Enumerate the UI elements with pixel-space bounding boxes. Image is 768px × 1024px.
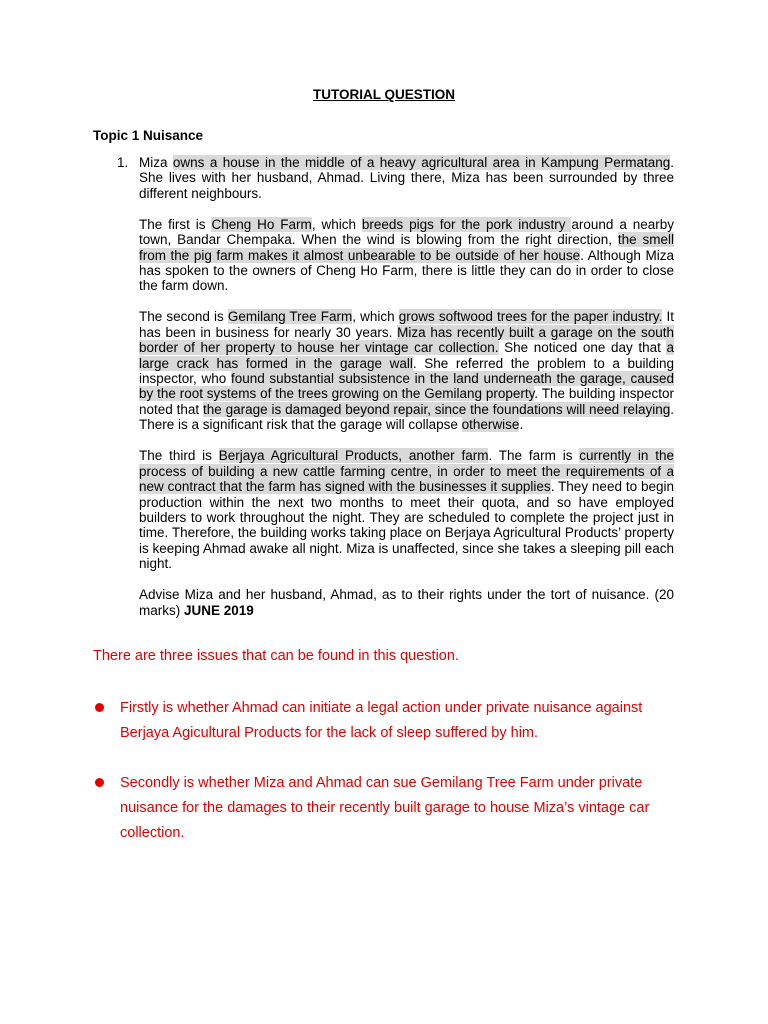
question-paragraph-5 bbox=[139, 587, 674, 618]
list-item bbox=[93, 771, 683, 846]
highlighted-text: Miza has recently built a garage on the south border of her property to house her vintage car collection. bbox=[139, 324, 674, 356]
highlighted-text: otherwise bbox=[461, 417, 520, 433]
text-run: The second is bbox=[139, 309, 228, 325]
text-run: around a nearby town, Bandar Chempaka. When the wind is blowing from the right direction, bbox=[139, 216, 675, 248]
text-run: , which bbox=[352, 309, 399, 325]
question-paragraph-2 bbox=[139, 217, 674, 294]
text-run: She noticed one day that bbox=[498, 340, 667, 356]
question-paragraph-4 bbox=[139, 448, 674, 571]
text-run: The third is bbox=[139, 448, 219, 464]
text-run: , which bbox=[311, 216, 362, 232]
text-run: It has been in business for nearly 30 years. bbox=[139, 309, 674, 340]
highlighted-text: Cheng Ho Farm bbox=[211, 216, 312, 232]
document-title: TUTORIAL QUESTION bbox=[312, 87, 455, 102]
highlighted-text: owns a house in the middle of a heavy agricultural area in Kampung Permatang bbox=[172, 155, 671, 170]
text-run: . Although Miza has spoken to the owners of Cheng Ho Farm, there is little they can do in order to close the farm down. bbox=[139, 247, 674, 294]
highlighted-text: currently in the process of building a new cattle farming centre, in order to meet the requirements of a new contract that the farm has signed with the businesses it supplies bbox=[139, 448, 674, 495]
question-number: 1. bbox=[117, 155, 129, 170]
text-run: . She lives with her husband, Ahmad. Living there, Miza has been surrounded by three different neighbours. bbox=[139, 155, 674, 201]
text-run: . She referred the problem to a building inspector, who bbox=[139, 355, 675, 387]
text-run: . They need to begin production within the next two months to meet their quota, and so have employed builders to work throughout the night. They are scheduled to complete the project just in time. Therefore, the building works taking place on Berjaya Agricultural Products’ property is keeping Ahmad awake all night. Miza is unaffected, since she takes a sleeping pill each night. bbox=[139, 479, 674, 572]
highlighted-text: a large crack has formed in the garage wall bbox=[139, 340, 674, 371]
answer-text: Firstly is whether Ahmad can initiate a legal action under private nuisance against Berjaya Agicultural Products for the lack of sleep suffered by him. bbox=[120, 700, 643, 741]
bullet-icon bbox=[95, 778, 104, 787]
highlighted-text: Gemilang Tree Farm bbox=[227, 309, 353, 325]
text-run: Advise Miza and her husband, Ahmad, as to their rights under the tort of nuisance. (20 marks) bbox=[139, 587, 674, 618]
list-item bbox=[93, 696, 683, 746]
text-run: . bbox=[519, 417, 524, 433]
bullet-icon bbox=[95, 703, 104, 712]
highlighted-text: breeds pigs for the pork industry bbox=[361, 216, 572, 232]
highlighted-text: the garage is damaged beyond repair, since the foundations will need relaying bbox=[203, 401, 671, 417]
highlighted-text: the smell from the pig farm makes it almost unbearable to be outside of her house bbox=[139, 232, 674, 263]
question-paragraph-3 bbox=[139, 309, 674, 432]
text-run: The first is bbox=[139, 216, 212, 232]
topic-heading: Topic 1 Nuisance bbox=[93, 128, 204, 143]
highlighted-text: Berjaya Agricultural Products, another farm bbox=[218, 448, 489, 464]
answer-intro: There are three issues that can be found in this question. bbox=[93, 648, 459, 664]
text-run: . There is a significant risk that the garage will collapse bbox=[139, 401, 674, 433]
highlighted-text: found substantial subsistence in the land underneath the garage, caused by the root systems of the trees growing on the Gemilang property bbox=[139, 371, 674, 402]
question-body bbox=[139, 155, 674, 634]
highlighted-text: grows softwood trees for the paper industry. bbox=[398, 309, 663, 325]
text-run: . The building inspector noted that bbox=[139, 386, 675, 417]
answer-list bbox=[93, 696, 683, 871]
answer-text: Secondly is whether Miza and Ahmad can sue Gemilang Tree Farm under private nuisance for the damages to their recently built garage to house Miza’s vintage car collection. bbox=[120, 775, 650, 841]
text-run: Miza bbox=[139, 155, 173, 170]
exam-date: JUNE 2019 bbox=[184, 602, 254, 618]
text-run: . The farm is bbox=[488, 448, 580, 464]
question-paragraph-1 bbox=[139, 155, 674, 201]
